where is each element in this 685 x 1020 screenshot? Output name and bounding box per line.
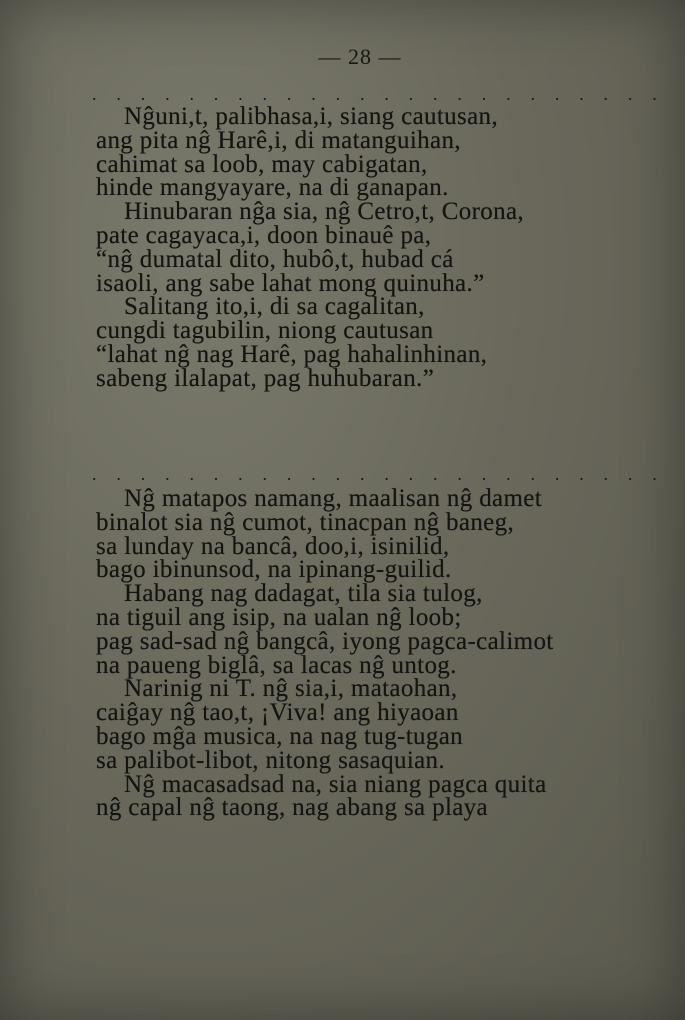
verse-line: Habang nag dadagat, tila sia tulog, (124, 580, 483, 608)
verse-line: sa palibot-libot, nitong sasaquian. (96, 746, 446, 774)
verse-line: nĝ capal nĝ taong, nag abang sa playa (96, 794, 488, 822)
verse-line: “lahat nĝ nag Harê, pag hahalinhinan, (96, 340, 488, 368)
page-number: — 28 — (318, 44, 402, 69)
verse-line: caiĝay nĝ tao,t, ¡Viva! ang hiyaoan (96, 699, 459, 727)
verse-line: cungdi tagubilin, niong cautusan (96, 317, 434, 345)
stanza-1 (96, 105, 671, 391)
verse-line: pate cagayaca,i, doon binauê pa, (96, 221, 432, 249)
verse-line: ang pita nĝ Harê,i, di matanguihan, (96, 126, 461, 154)
ellipsis-divider: . . . . . . . . . . . . . . . . . . . . . . . . (92, 84, 657, 104)
verse-line: Nĝ matapos namang, maalisan nĝ damet (124, 485, 543, 512)
verse-line: hinde mangyayare, na di ganapan. (96, 174, 449, 202)
verse-line: Salitang ito,i, di sa cagalitan, (124, 293, 425, 321)
verse-line: isaoli, ang sabe lahat mong quinuha.” (96, 269, 485, 297)
verse-line: pag sad-sad nĝ bangcâ, iyong pagca-calimot (96, 627, 554, 655)
verse-line: binalot sia nĝ cumot, tinacpan nĝ baneg, (96, 508, 515, 536)
verse-line: na tiguil ang isip, na ualan nĝ loob; (96, 603, 462, 631)
verse-line: Narinig ni T. nĝ sia,i, mataohan, (124, 675, 458, 703)
verse-line: Hinubaran nĝa sia, nĝ Cetro,t, Corona, (124, 198, 525, 226)
stanza-2 (96, 487, 671, 820)
verse-line: “nĝ dumatal dito, hubô,t, hubad cá (96, 245, 454, 273)
verse-line: bago ibinunsod, na ipinang-guilid. (96, 556, 452, 584)
verse-line: Nĝuni,t, palibhasa,i, siang cautusan, (124, 103, 498, 130)
verse-line: sa lunday na bancâ, doo,i, isinilid, (96, 532, 450, 560)
verse-line: cahimat sa loob, may cabigatan, (96, 150, 428, 178)
verse-line: na paueng biglâ, sa lacas nĝ untog. (96, 651, 457, 679)
ellipsis-divider: . . . . . . . . . . . . . . . . . . . . . . . . (92, 464, 657, 484)
verse-line: Nĝ macasadsad na, sia niang pagca quita (124, 770, 547, 798)
verse-line: bago mĝa musica, na nag tug-tugan (96, 722, 464, 750)
verse-line: sabeng ilalapat, pag huhubaran.” (96, 364, 435, 392)
